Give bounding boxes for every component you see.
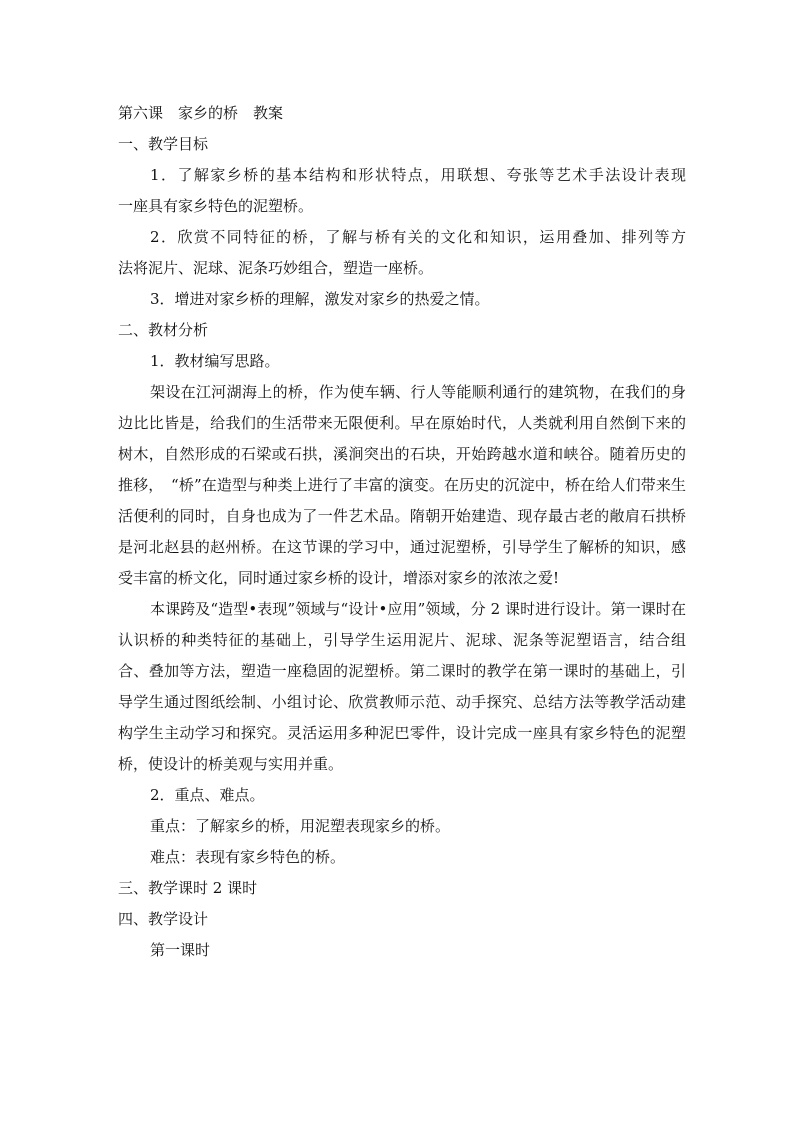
first-lesson-heading: 第一课时	[150, 941, 211, 959]
section-heading-goals: 一、教学目标	[118, 135, 209, 153]
goal-3: 3．增进对家乡桥的理解，激发对家乡的热爱之情。	[150, 290, 490, 308]
analysis-subtitle-1: 1．教材编写思路。	[150, 352, 280, 370]
section-heading-design: 四、教学设计	[118, 910, 209, 928]
section-heading-analysis: 二、教材分析	[118, 321, 209, 339]
analysis-paragraph-1: 架设在江河湖海上的桥，作为使车辆、行人等能顺利通行的建筑物，在我们的身边比比皆是，给我们的生活带来无限便利。早在原始时代，人类就利用自然倒下来的树木，自然形成的石梁或石拱，溪涧突出的石块，开始跨越水道和峡谷。随着历史的推移， “桥”在造型与种类上进行了丰富的演变。在历史的沉淀中，桥在给人们带来生活便利的同时，自身也成为了一件艺术品。隋朝开始建造、现存最古老的敞肩石拱桥是河北赵县的赵州桥。在这节课的学习中，通过泥塑桥，引导学生了解桥的知识，感受丰富的桥文化，同时通过家乡桥的设计，增添对家乡的浓浓之爱!	[118, 383, 686, 587]
document-page	[118, 98, 686, 966]
key-point: 重点：了解家乡的桥，用泥塑表现家乡的桥。	[150, 817, 451, 835]
goal-2-line-2: 法将泥片、泥球、泥条巧妙组合，塑造一座桥。	[118, 259, 434, 277]
document-title: 第六课 家乡的桥 教案	[118, 104, 284, 122]
difficult-point: 难点：表现有家乡特色的桥。	[150, 848, 346, 866]
goal-2-line-1: 2．欣赏不同特征的桥，了解与桥有关的文化和知识，运用叠加、排列等方	[150, 228, 686, 246]
goal-1-line-1: 1．了解家乡桥的基本结构和形状特点，用联想、夸张等艺术手法设计表现	[150, 166, 686, 184]
goal-1-line-2: 一座具有家乡特色的泥塑桥。	[118, 197, 314, 215]
section-heading-hours: 三、教学课时 2 课时	[118, 879, 258, 897]
analysis-paragraph-2: 本课跨及“造型•表现”领域与“设计•应用”领域，分 2 课时进行设计。第一课时在认识桥的种类特征的基础上，引导学生运用泥片、泥球、泥条等泥塑语言，结合组合、叠加等方法，塑造一座稳固的泥塑桥。第二课时的教学在第一课时的基础上，引导学生通过图纸绘制、小组讨论、欣赏教师示范、动手探究、总结方法等教学活动建构学生主动学习和探究。灵活运用多种泥巴零件，设计完成一座具有家乡特色的泥塑桥，使设计的桥美观与实用并重。	[118, 600, 686, 773]
analysis-subtitle-2: 2．重点、难点。	[150, 786, 265, 804]
